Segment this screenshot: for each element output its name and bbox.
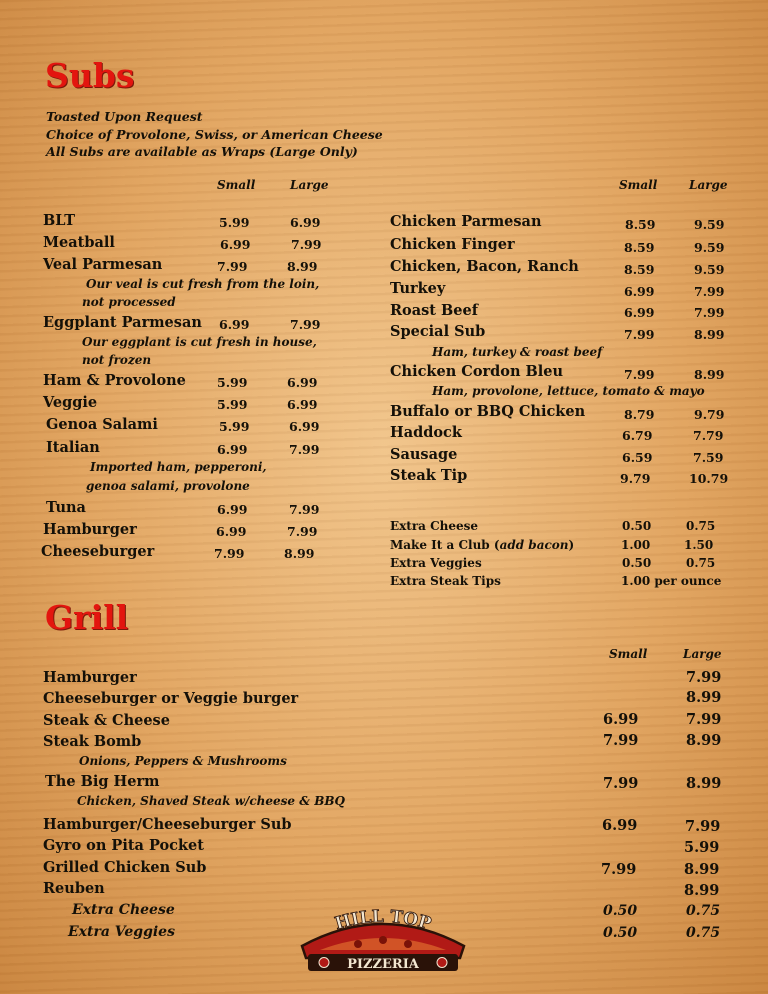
- menu-item-name: Turkey: [390, 280, 446, 297]
- price-large: 8.99: [684, 882, 720, 899]
- price-large: 6.99: [289, 419, 320, 434]
- menu-item-name: Ham & Provolone: [43, 372, 186, 389]
- price-small: 6.99: [220, 237, 251, 252]
- logo-topping: [404, 940, 412, 948]
- menu-item-name: Meatball: [43, 234, 115, 251]
- price-large: 8.99: [287, 259, 318, 274]
- price-small: 0.50: [622, 556, 652, 570]
- logo-topping: [354, 940, 362, 948]
- price-large: 10.79: [689, 471, 729, 486]
- price-small: 7.99: [624, 367, 655, 382]
- menu-item-name: Italian: [46, 439, 100, 456]
- menu-item-name: Roast Beef: [390, 302, 478, 319]
- price-small: 0.50: [603, 903, 638, 919]
- price-small: 0.50: [622, 519, 652, 533]
- subs-right-large-header: Large: [689, 178, 728, 192]
- price-small: 8.79: [624, 407, 655, 422]
- item-description: Our veal is cut fresh from the loin,: [86, 277, 320, 291]
- price-large: 7.99: [290, 317, 321, 332]
- price-small: 7.99: [601, 861, 637, 878]
- menu-item-name: Gyro on Pita Pocket: [43, 837, 204, 854]
- menu-item-name: Genoa Salami: [46, 416, 158, 433]
- menu-item-name: Chicken, Bacon, Ranch: [390, 258, 579, 275]
- item-description: Our eggplant is cut fresh in house,: [82, 335, 317, 349]
- price-large: 6.99: [287, 397, 318, 412]
- item-description: not processed: [82, 295, 176, 309]
- price-small: 5.99: [217, 375, 248, 390]
- grill-large-header: Large: [683, 647, 722, 661]
- price-small: 6.99: [216, 524, 247, 539]
- extra-name-suffix: ): [568, 538, 575, 552]
- menu-item-name: Chicken Finger: [390, 236, 515, 253]
- extra-name-italic: add bacon: [499, 538, 569, 552]
- price-large: 8.99: [694, 367, 725, 382]
- item-description: genoa salami, provolone: [86, 479, 250, 493]
- price-small: 8.59: [624, 262, 655, 277]
- price-large: 9.59: [694, 217, 725, 232]
- menu-item-name: Hamburger/Cheeseburger Sub: [43, 816, 292, 833]
- extra-name: Extra Steak Tips: [390, 574, 501, 588]
- menu-item-name: Reuben: [43, 880, 105, 897]
- menu-item-name: Veggie: [43, 394, 98, 411]
- menu-item-name: The Big Herm: [45, 773, 160, 790]
- extra-name: [390, 538, 574, 552]
- price-large: 6.99: [287, 375, 318, 390]
- menu-item-name: Tuna: [46, 499, 86, 516]
- grill-title: Grill: [45, 598, 129, 637]
- price-large: 0.75: [686, 556, 716, 570]
- logo-graphic: [298, 906, 468, 972]
- price-small: 7.99: [624, 327, 655, 342]
- price-large: 9.59: [694, 262, 725, 277]
- menu-item-name: Cheeseburger: [41, 543, 155, 560]
- price-large: 7.99: [289, 502, 320, 517]
- hill-top-pizzeria-logo: [298, 906, 468, 972]
- menu-item-name: Steak & Cheese: [43, 712, 170, 729]
- menu-item-name: Hamburger: [43, 521, 137, 538]
- item-description: not frozen: [82, 353, 152, 367]
- price-large: 6.99: [290, 215, 321, 230]
- price-small: 7.99: [217, 259, 248, 274]
- price-large: 7.59: [693, 450, 724, 465]
- price-small: 6.99: [624, 284, 655, 299]
- price-large: 5.99: [684, 839, 720, 856]
- price-large: 1.50: [684, 538, 714, 552]
- price-large: 8.99: [694, 327, 725, 342]
- price-per-ounce: 1.00 per ounce: [621, 574, 722, 588]
- menu-item-name: Eggplant Parmesan: [43, 314, 202, 331]
- menu-item-name: Chicken Cordon Bleu: [390, 363, 564, 380]
- price-large: 7.79: [693, 428, 724, 443]
- price-small: 5.99: [219, 419, 250, 434]
- price-small: 1.00: [621, 538, 651, 552]
- price-large: 9.59: [694, 240, 725, 255]
- price-large: 8.99: [686, 732, 722, 749]
- menu-item-name: Chicken Parmesan: [390, 213, 542, 230]
- price-small: 0.50: [603, 925, 638, 941]
- subs-note: All Subs are available as Wraps (Large Only): [46, 144, 358, 159]
- extra-name-prefix: Make It a Club (: [390, 538, 500, 552]
- price-large: 7.99: [287, 524, 318, 539]
- subs-left-small-header: Small: [217, 178, 256, 192]
- price-large: 8.99: [284, 546, 315, 561]
- menu-item-name: Cheeseburger or Veggie burger: [43, 690, 299, 707]
- logo-bottom-text: PIZZERIA: [347, 957, 419, 972]
- price-large: 7.99: [694, 284, 725, 299]
- price-small: 9.79: [620, 471, 651, 486]
- item-description: Ham, provolone, lettuce, tomato & mayo: [432, 384, 705, 398]
- price-small: 8.59: [625, 217, 656, 232]
- price-small: 6.99: [603, 711, 639, 728]
- menu-item-name: Hamburger: [43, 669, 137, 686]
- price-small: 6.79: [622, 428, 653, 443]
- price-small: 8.59: [624, 240, 655, 255]
- price-large: 8.99: [686, 775, 722, 792]
- menu-item-name: Grilled Chicken Sub: [43, 859, 207, 876]
- subs-note: Choice of Provolone, Swiss, or American Cheese: [46, 127, 383, 142]
- grill-small-header: Small: [609, 647, 648, 661]
- price-small: 6.99: [624, 305, 655, 320]
- extra-name: Extra Veggies: [68, 924, 175, 940]
- price-small: 7.99: [214, 546, 245, 561]
- subs-right-small-header: Small: [619, 178, 658, 192]
- price-small: 5.99: [219, 215, 250, 230]
- price-small: 7.99: [603, 732, 639, 749]
- menu-item-name: Steak Tip: [390, 467, 468, 484]
- menu-item-name: Buffalo or BBQ Chicken: [390, 403, 586, 420]
- price-large: 7.99: [289, 442, 320, 457]
- logo-topping: [379, 936, 387, 944]
- menu-item-name: Steak Bomb: [43, 733, 142, 750]
- price-small: 6.99: [217, 442, 248, 457]
- logo-pizza-icon: [319, 958, 329, 968]
- menu-item-name: Special Sub: [390, 323, 486, 340]
- item-description: Imported ham, pepperoni,: [90, 460, 267, 474]
- price-large: 9.79: [694, 407, 725, 422]
- logo-top-text: HILL TOP: [332, 906, 434, 935]
- subs-note: Toasted Upon Request: [46, 109, 203, 124]
- item-description: Ham, turkey & roast beef: [432, 345, 603, 359]
- price-large: 0.75: [686, 519, 716, 533]
- extra-name: Extra Veggies: [390, 556, 482, 570]
- item-description: Chicken, Shaved Steak w/cheese & BBQ: [77, 794, 345, 808]
- price-large: 7.99: [686, 711, 722, 728]
- subs-left-large-header: Large: [290, 178, 329, 192]
- price-large: 8.99: [684, 861, 720, 878]
- price-small: 6.99: [219, 317, 250, 332]
- price-large: 7.99: [694, 305, 725, 320]
- item-description: Onions, Peppers & Mushrooms: [79, 754, 287, 768]
- logo-pizza-icon: [437, 958, 447, 968]
- price-small: 6.99: [602, 817, 638, 834]
- price-small: 5.99: [217, 397, 248, 412]
- price-large: 0.75: [686, 903, 721, 919]
- price-large: 7.99: [291, 237, 322, 252]
- extra-name: Extra Cheese: [390, 519, 479, 533]
- menu-item-name: Veal Parmesan: [43, 256, 163, 273]
- menu-item-name: Sausage: [390, 446, 458, 463]
- price-small: 6.59: [622, 450, 653, 465]
- price-large: 7.99: [685, 818, 721, 835]
- subs-title: Subs: [45, 56, 135, 95]
- price-large: 7.99: [686, 669, 722, 686]
- price-large: 0.75: [686, 925, 721, 941]
- menu-item-name: Haddock: [390, 424, 462, 441]
- extra-name: Extra Cheese: [72, 902, 175, 918]
- price-small: 6.99: [217, 502, 248, 517]
- price-large: 8.99: [686, 689, 722, 706]
- menu-item-name: BLT: [43, 212, 76, 229]
- price-small: 7.99: [603, 775, 639, 792]
